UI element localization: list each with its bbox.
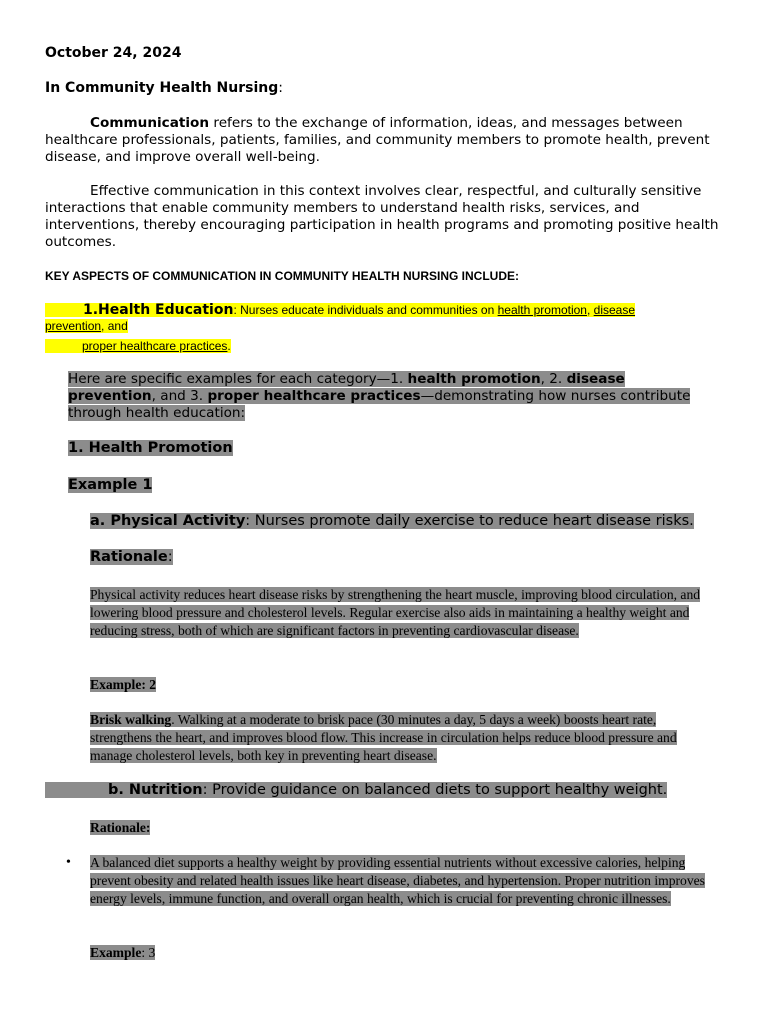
brisk-walking-text: . Walking at a moderate to brisk pace (30 minutes a day, 5 days a week) boosts heart rate, strengthens the heart, and improves blood flow. This increase in circulation helps reduce blood pressure and manage cholesterol levels, both key in preventing heart disease. — [90, 712, 677, 763]
health-education-colon: : — [233, 303, 237, 317]
physical-activity-text: : Nurses promote daily exercise to reduce heart disease risks. — [245, 513, 694, 529]
nutrition-rationale-body: A balanced diet supports a healthy weight by providing essential nutrients without excessive calories, helping prevent obesity and related health issues like heart disease, diabetes, and hypertension. Proper nutrition improves energy levels, immune function, and overall organ health, which is crucial for preventing chronic illnesses. — [90, 855, 705, 906]
period: . — [227, 339, 231, 353]
rationale-1-label: Rationale — [90, 549, 168, 565]
intro-bold-health-promotion: health promotion — [407, 371, 541, 387]
rationale-1-heading — [90, 549, 173, 565]
health-education-text: Nurses educate individuals and communities on — [236, 303, 498, 317]
effective-communication-text: Effective communication in this context involves clear, respectful, and culturally sensitive interactions that enable community members to understand health risks, services, and interventions, thereby encouraging participation in health programs and promoting positive health outcomes. — [45, 183, 719, 250]
example-3-title — [90, 944, 710, 962]
example-1-text: Example 1 — [68, 477, 153, 493]
example-1-title — [68, 477, 152, 493]
nutrition-rationale-text — [90, 854, 710, 908]
nutrition-text: : Provide guidance on balanced diets to support healthy weight. — [202, 782, 668, 798]
intro-text: Here are specific examples for each category—1. — [68, 371, 408, 387]
nutrition-heading — [45, 782, 690, 798]
communication-paragraph — [45, 115, 735, 166]
disease-prevention-link[interactable]: disease prevention — [45, 303, 636, 333]
intro-bold-disease-prevention: disease prevention — [68, 371, 625, 404]
health-education-title: 1.Health Education — [83, 302, 234, 318]
intro-text: , and 3. — [151, 388, 208, 404]
health-education-line-2 — [45, 338, 231, 354]
examples-intro — [68, 371, 708, 422]
bullet-icon: • — [66, 855, 71, 870]
intro-text: —demonstrating how nurses contribute through health education: — [68, 388, 691, 421]
heading-bold: In Community Health Nursing — [45, 80, 279, 96]
document-date: October 24, 2024 — [45, 45, 182, 61]
example-2-text: Example: 2 — [90, 677, 157, 692]
rationale-1-text — [90, 586, 710, 640]
brisk-walking-label: Brisk walking — [90, 712, 172, 727]
brisk-walking-paragraph — [90, 711, 710, 765]
document-heading — [45, 80, 283, 96]
communication-term: Communication — [90, 115, 210, 131]
rationale-2-label: Rationale: — [90, 820, 151, 835]
section-title-text: 1. Health Promotion — [68, 440, 233, 456]
health-promotion-link[interactable]: health promotion — [497, 303, 587, 317]
section-title-health-promotion — [68, 440, 233, 456]
physical-activity-heading — [90, 513, 694, 529]
effective-communication-paragraph — [45, 183, 735, 251]
nutrition-label: b. Nutrition — [108, 782, 203, 798]
example-3-number: : 3 — [141, 945, 156, 960]
example-3-label: Example — [90, 945, 142, 960]
rationale-1-body: Physical activity reduces heart disease risks by strengthening the heart muscle, improving blood circulation, and lowering blood pressure and cholesterol levels. Regular exercise also aids in maintaining a healthy weight and reducing stress, both of which are significant factors in preventing cardiovascular disease. — [90, 587, 701, 638]
proper-healthcare-practices-link[interactable]: proper healthcare practices — [82, 339, 228, 353]
example-2-title — [90, 676, 710, 694]
key-aspects-heading: KEY ASPECTS OF COMMUNICATION IN COMMUNITY HEALTH NURSING INCLUDE: — [45, 269, 519, 283]
heading-suffix: : — [278, 80, 283, 96]
rationale-1-colon: : — [167, 549, 173, 565]
intro-bold-healthcare-practices: proper healthcare practices — [207, 388, 421, 404]
physical-activity-label: a. Physical Activity — [90, 513, 246, 529]
health-education-line — [45, 302, 685, 334]
separator: , — [586, 303, 594, 317]
communication-definition: refers to the exchange of information, ideas, and messages between healthcare professionals, patients, families, and community members to promote health, prevent disease, and improve overall well-being. — [45, 115, 710, 165]
separator: , and — [101, 319, 128, 333]
intro-text: , 2. — [540, 371, 567, 387]
rationale-2-heading — [90, 819, 710, 837]
